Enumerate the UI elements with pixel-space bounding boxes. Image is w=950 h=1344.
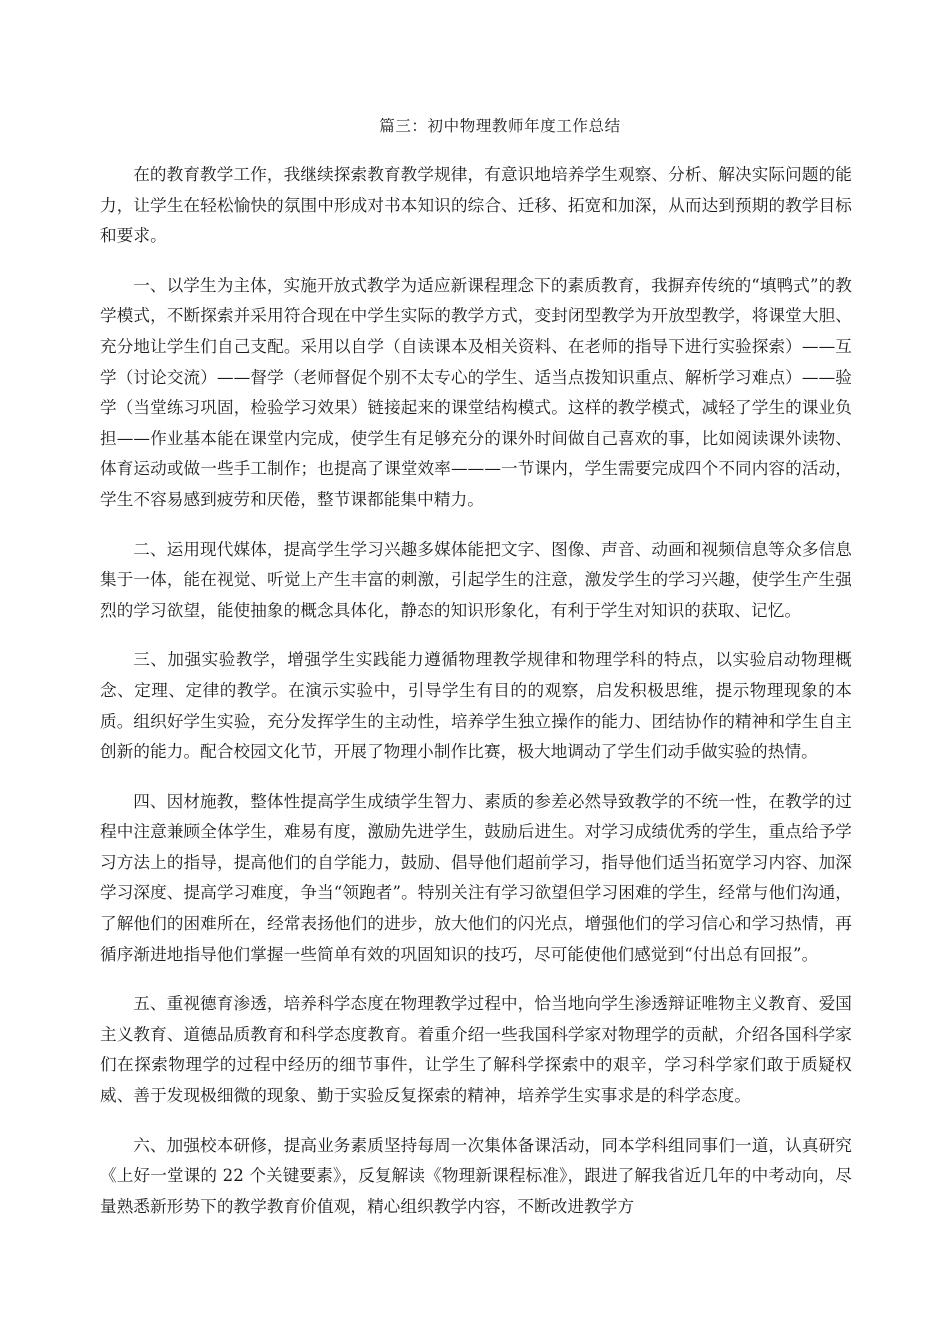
document-body — [100, 160, 852, 1222]
paragraph-section-one: 一、以学生为主体，实施开放式教学为适应新课程理念下的素质教育，我摒弃传统的“填鸭式”的教学模式，不断探索并采用符合现在中学生实际的教学方式，变封闭型教学为开放型教学，将课堂大胆、充分地让学生们自己支配。采用以自学（自读课本及相关资料、在老师的指导下进行实验探索）——互学（讨论交流）——督学（老师督促个别不太专心的学生、适当点拨知识重点、解析学习难点）——验学（当堂练习巩固，检验学习效果）链接起来的课堂结构模式。这样的教学模式，减轻了学生的课业负担——作业基本能在课堂内完成，使学生有足够充分的课外时间做自己喜欢的事，比如阅读课外读物、体育运动或做一些手工制作；也提高了课堂效率———一节课内，学生需要完成四个不同内容的活动，学生不容易感到疲劳和厌倦，整节课都能集中精力。 — [100, 275, 852, 509]
paragraph-section-five: 五、重视德育渗透，培养科学态度在物理教学过程中，恰当地向学生渗透辩证唯物主义教育、爱国主义教育、道德品质教育和科学态度教育。着重介绍一些我国科学家对物理学的贡献，介绍各国科学家们在探索物理学的过程中经历的细节事件，让学生了解科学探索中的艰辛，学习科学家们敢于质疑权威、善于发现极细微的现象、勤于实验反复探索的精神，培养学生实事求是的科学态度。 — [100, 994, 852, 1106]
paragraph-section-three: 三、加强实验教学，增强学生实践能力遵循物理教学规律和物理学科的特点，以实验启动物理概念、定理、定律的教学。在演示实验中，引导学生有目的的观察，启发积极思维，提示物理现象的本质。组织好学生实验，充分发挥学生的主动性，培养学生独立操作的能力、团结协作的精神和学生自主创新的能力。配合校园文化节，开展了物理小制作比赛，极大地调动了学生们动手做实验的热情。 — [100, 650, 852, 762]
paragraph-section-four: 四、因材施教，整体性提高学生成绩学生智力、素质的参差必然导致教学的不统一性，在教学的过程中注意兼顾全体学生，难易有度，激励先进学生，鼓励后进生。对学习成绩优秀的学生，重点给予学习方法上的指导，提高他们的自学能力，鼓励、倡导他们超前学习，指导他们适当拓宽学习内容、加深学习深度、提高学习难度，争当“领跑者”。特别关注有学习欲望但学习困难的学生，经常与他们沟通，了解他们的困难所在，经常表扬他们的进步，放大他们的闪光点，增强他们的学习信心和学习热情，再循序渐进地指导他们掌握一些简单有效的巩固知识的技巧，尽可能使他们感觉到“付出总有回报”。 — [100, 791, 852, 964]
paragraph-intro: 在的教育教学工作，我继续探索教育教学规律，有意识地培养学生观察、分析、解决实际问题的能力，让学生在轻松愉快的氛围中形成对书本知识的综合、迁移、拓宽和加深，从而达到预期的教学目标和要求。 — [100, 165, 852, 246]
paragraph-section-two: 二、运用现代媒体，提高学生学习兴趣多媒体能把文字、图像、声音、动画和视频信息等众多信息集于一体，能在视觉、听觉上产生丰富的刺激，引起学生的注意，激发学生的学习兴趣，使学生产生强烈的学习欲望，能使抽象的概念具体化，静态的知识形象化，有利于学生对知识的获取、记忆。 — [100, 539, 852, 620]
paragraph-section-six: 六、加强校本研修，提高业务素质坚持每周一次集体备课活动，同本学科组同事们一道，认真研究《上好一堂课的 22 个关键要素》，反复解读《物理新课程标准》，跟进了解我省近几年的中考动向，尽量熟悉新形势下的教学教育价值观，精心组织教学内容，不断改进教学方 — [100, 1135, 852, 1216]
page-title: 篇三：初中物理教师年度工作总结 — [379, 117, 621, 135]
